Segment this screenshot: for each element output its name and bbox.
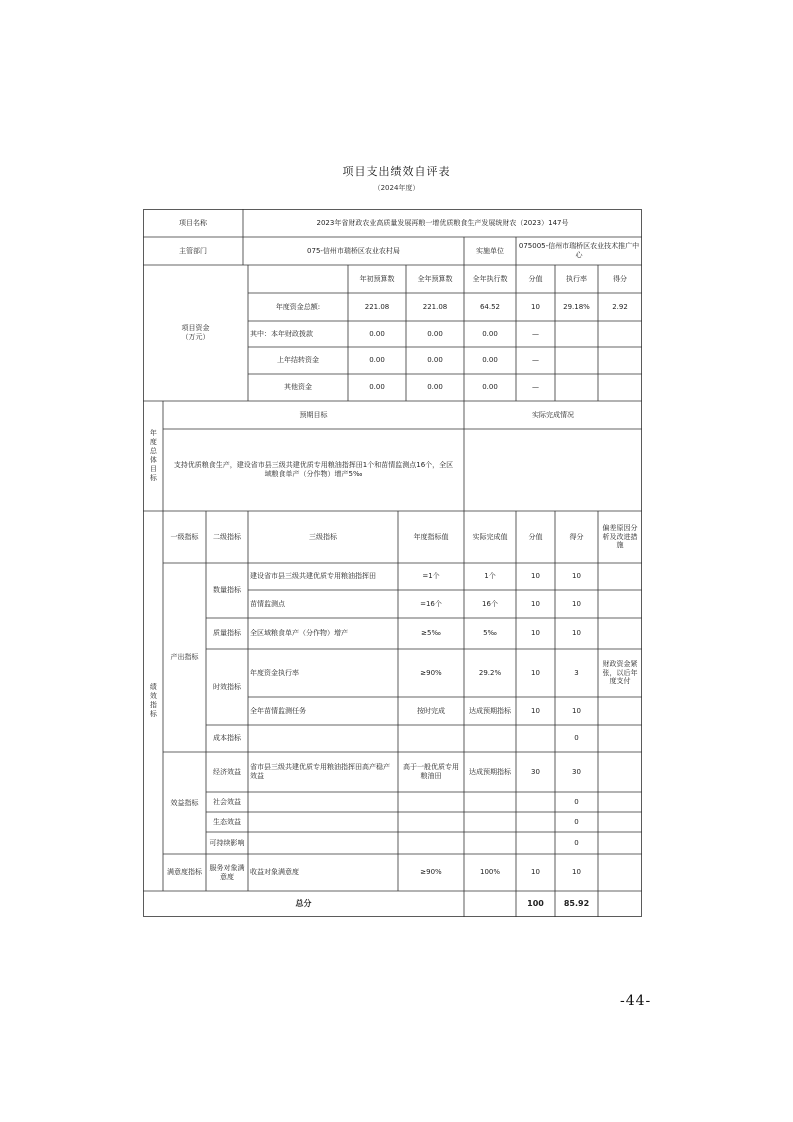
page-subtitle: （2024年度） <box>373 184 420 192</box>
actual-completion-text <box>464 429 642 511</box>
perf-got: 10 <box>572 629 581 638</box>
perf-got: 10 <box>572 572 581 581</box>
perf-target: 高于一般优质专用粮油田 <box>403 763 459 780</box>
funds-cell: — <box>532 383 539 392</box>
perf-got: 30 <box>572 767 581 776</box>
perf-target <box>398 725 464 752</box>
perf-note <box>598 832 642 854</box>
funds-col-header: 全年预算数 <box>417 274 453 283</box>
funds-cell <box>598 374 642 401</box>
perf-col-header: 得分 <box>569 532 584 541</box>
funds-row-name: 其他资金 <box>284 383 312 392</box>
perf-indicator: 全区域粮食单产（分作物）增产 <box>250 629 348 638</box>
level2-cost: 成本指标 <box>213 734 241 743</box>
perf-target: ≥90% <box>420 668 442 677</box>
perf-got: 10 <box>572 706 581 715</box>
level2-sustainable: 可持续影响 <box>209 838 245 847</box>
funds-row-name: 上年结转资金 <box>277 356 319 365</box>
level2-service-satisfaction: 服务对象满意度 <box>209 863 245 881</box>
perf-target <box>398 792 464 812</box>
funds-cell <box>598 321 642 347</box>
perf-score: 10 <box>531 629 540 638</box>
perf-actual: 1个 <box>484 572 496 581</box>
page-number: -44- <box>620 993 652 1009</box>
perf-actual <box>464 812 516 832</box>
perf-target <box>398 812 464 832</box>
perf-got: 0 <box>574 797 579 806</box>
perf-note <box>598 725 642 752</box>
funds-col-header: 年初预算数 <box>359 274 395 283</box>
funds-cell: 0.00 <box>369 383 385 392</box>
perf-actual: 29.2% <box>478 668 502 677</box>
perf-actual: 达成预期指标 <box>469 706 511 715</box>
perf-col-header: 三级指标 <box>309 532 337 541</box>
funds-cell: 29.18% <box>563 302 590 311</box>
perf-target: 按时完成 <box>417 706 445 715</box>
perf-score: 10 <box>531 868 540 877</box>
funds-cell: 64.52 <box>479 302 501 311</box>
funds-col-header: 分值 <box>528 274 543 283</box>
level2-quality: 质量指标 <box>213 629 241 638</box>
funds-row-name: 年度资金总额: <box>275 302 321 311</box>
dept-label: 主管部门 <box>179 246 207 255</box>
perf-target: =16个 <box>420 599 442 608</box>
perf-actual: 100% <box>479 868 500 877</box>
perf-score: 10 <box>531 668 540 677</box>
perf-indicator: 苗情监测点 <box>250 599 285 608</box>
perf-indicator: 收益对象满意度 <box>250 868 299 877</box>
perf-indicator <box>248 832 398 854</box>
level2-ecological: 生态效益 <box>213 817 241 826</box>
funds-cell <box>555 347 598 374</box>
perf-score: 30 <box>531 767 540 776</box>
evaluation-table <box>143 209 642 917</box>
perf-got: 0 <box>574 838 579 847</box>
funds-cell: 0.00 <box>369 329 385 338</box>
level1-output: 产出指标 <box>170 653 199 662</box>
perf-indicator: 建设省市县三级共建优质专用粮油指挥田 <box>250 572 376 581</box>
perf-target <box>398 832 464 854</box>
exec-unit-value: 075005-信州市瑞桥区农业技术推广中心 <box>518 242 640 259</box>
funds-cell: 0.00 <box>482 383 498 392</box>
funds-label: 项目资金 （万元） <box>181 324 210 341</box>
perf-score: 10 <box>531 706 540 715</box>
perf-note <box>598 752 642 792</box>
perf-score: 10 <box>531 599 540 608</box>
perf-actual <box>464 725 516 752</box>
perf-actual <box>464 832 516 854</box>
perf-col-header: 分值 <box>528 532 543 541</box>
perf-note <box>598 563 642 590</box>
perf-target: ≥90% <box>420 868 442 877</box>
expected-goal-label: 预期目标 <box>299 410 328 419</box>
level2-economic: 经济效益 <box>213 767 241 776</box>
perf-col-header: 二级指标 <box>213 532 241 541</box>
perf-note <box>598 697 642 725</box>
perf-note <box>598 854 642 891</box>
funds-cell: 0.00 <box>427 383 443 392</box>
perf-col-header: 年度指标值 <box>413 532 449 541</box>
funds-cell: 2.92 <box>612 302 628 311</box>
perf-note <box>598 792 642 812</box>
funds-cell: 221.08 <box>422 302 448 311</box>
perf-col-header: 实际完成值 <box>472 532 508 541</box>
funds-cell <box>598 347 642 374</box>
perf-col-header: 偏差原因分析及改进措施 <box>602 523 638 550</box>
perf-indicator <box>248 792 398 812</box>
project-name-label: 项目名称 <box>179 218 207 227</box>
perf-indicator <box>248 725 398 752</box>
funds-col-header: 全年执行数 <box>472 274 508 283</box>
funds-cell: 10 <box>531 302 540 311</box>
perf-indicator: 年度资金执行率 <box>250 668 299 677</box>
perf-note <box>598 618 642 649</box>
perf-note <box>598 590 642 618</box>
perf-score <box>516 832 555 854</box>
dept-value: 075-信州市瑞桥区农业农村局 <box>307 246 400 255</box>
level2-social: 社会效益 <box>213 797 241 806</box>
funds-cell: 0.00 <box>369 356 385 365</box>
perf-target: =1个 <box>422 572 440 581</box>
perf-indicator: 全年苗情监测任务 <box>250 706 306 715</box>
perf-got: 10 <box>572 868 581 877</box>
perf-target: ≥5‰ <box>421 629 441 638</box>
level1-satisfaction: 满意度指标 <box>167 868 202 877</box>
total-got: 85.92 <box>563 899 590 908</box>
project-name-value: 2023年省财政农业高质量发展再粮一增优质粮食生产发展统财农（2023）147号 <box>316 218 569 227</box>
level1-benefit: 效益指标 <box>170 798 199 807</box>
funds-cell: 221.08 <box>364 302 390 311</box>
funds-row-name: 其中：本年财政拨款 <box>250 329 313 338</box>
perf-indicator <box>248 812 398 832</box>
perf-got: 10 <box>572 599 581 608</box>
perf-got: 0 <box>574 817 579 826</box>
funds-cell: — <box>532 329 539 338</box>
expected-goal-text: 支持优质粮食生产，建设省市县三级共建优质专用粮油指挥田1个和苗情监测点16个，全区域粮食单产（分作物）增产5‰ <box>173 461 454 478</box>
perf-note: 财政资金紧张，以后年度支付 <box>602 659 638 686</box>
funds-cell: 0.00 <box>427 329 443 338</box>
perf-actual <box>464 792 516 812</box>
funds-cell: — <box>532 356 539 365</box>
perf-score: 10 <box>531 572 540 581</box>
perf-side-label: 绩效指标 <box>149 683 158 719</box>
funds-col-header: 得分 <box>613 274 627 283</box>
funds-cell <box>555 321 598 347</box>
perf-actual: 5‰ <box>483 629 497 638</box>
funds-cell <box>555 374 598 401</box>
annual-goal-side-label: 年度总体目标 <box>149 429 158 483</box>
perf-score <box>516 725 555 752</box>
funds-col-header: 执行率 <box>566 274 587 283</box>
perf-got: 3 <box>574 668 579 677</box>
level2-quantity: 数量指标 <box>213 586 241 595</box>
level2-timeliness: 时效指标 <box>213 682 241 691</box>
page-title: 项目支出绩效自评表 <box>342 165 451 178</box>
funds-cell: 0.00 <box>482 356 498 365</box>
total-label: 总分 <box>295 899 312 908</box>
exec-unit-label: 实施单位 <box>476 246 504 255</box>
perf-score <box>516 812 555 832</box>
perf-actual: 达成预期指标 <box>469 767 511 776</box>
perf-indicator: 省市县三级共建优质专用粮油指挥田高产稳产效益 <box>250 763 390 780</box>
total-score: 100 <box>527 899 544 908</box>
perf-got: 0 <box>574 734 579 743</box>
perf-note <box>598 812 642 832</box>
perf-col-header: 一级指标 <box>170 532 199 541</box>
perf-score <box>516 792 555 812</box>
actual-completion-label: 实际完成情况 <box>532 410 574 419</box>
funds-cell: 0.00 <box>482 329 498 338</box>
perf-actual: 16个 <box>482 599 498 608</box>
funds-cell: 0.00 <box>427 356 443 365</box>
